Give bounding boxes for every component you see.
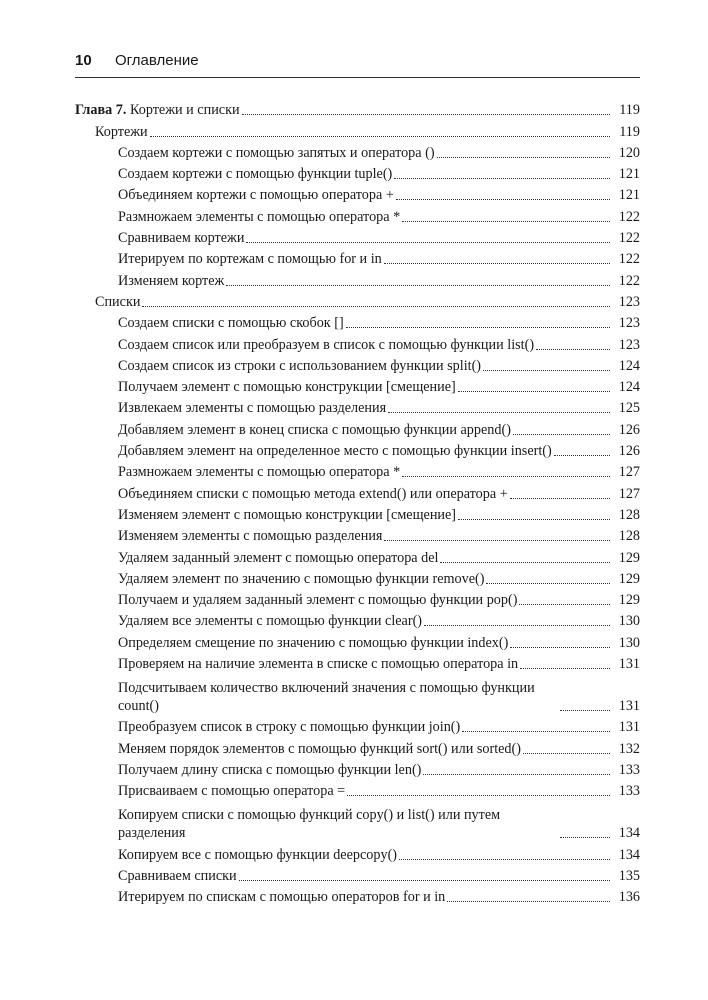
toc-entry-page: 134: [618, 825, 640, 842]
dot-leader: [242, 114, 610, 115]
toc-entry-page: 127: [618, 485, 640, 502]
dot-leader: [226, 285, 610, 286]
dot-leader: [458, 519, 610, 520]
dot-leader: [483, 370, 610, 371]
toc-entry[interactable]: [75, 396, 640, 417]
toc-entry[interactable]: [75, 567, 640, 588]
dot-leader: [396, 199, 610, 200]
toc-entry-page: 129: [618, 570, 640, 587]
toc-entry-page: 130: [618, 613, 640, 630]
dot-leader: [142, 306, 610, 307]
toc-entry[interactable]: [75, 715, 640, 736]
dot-leader: [424, 625, 610, 626]
toc-entry-page: 123: [618, 315, 640, 332]
toc-entry-title: Определяем смещение по значению с помощью функции index(): [118, 634, 509, 651]
toc-entry-title: Создаем кортежи с помощью запятых и оператора (): [118, 144, 435, 161]
toc-entry-page: 126: [618, 421, 640, 438]
toc-entry-page: 133: [618, 761, 640, 778]
dot-leader: [394, 178, 610, 179]
page-header: [75, 52, 640, 74]
toc-entry[interactable]: [75, 736, 640, 757]
toc-entry-page: 124: [618, 379, 640, 396]
toc-entry-page: 130: [618, 634, 640, 651]
toc-section-tuples[interactable]: [75, 119, 640, 140]
toc-entry[interactable]: [75, 779, 640, 800]
dot-leader: [513, 434, 610, 435]
dot-leader: [346, 327, 610, 328]
table-of-contents: [75, 98, 640, 906]
toc-entry-title: Удаляем элемент по значению с помощью функции remove(): [118, 570, 485, 587]
toc-entry-title: Удаляем все элементы с помощью функции clear(): [118, 613, 423, 630]
chapter-title: Кортежи и списки: [129, 102, 240, 119]
toc-entry-title: Итерируем по кортежам с помощью for и in: [118, 251, 382, 268]
toc-entry[interactable]: [75, 885, 640, 906]
dot-leader: [554, 455, 610, 456]
toc-entry[interactable]: [75, 609, 640, 630]
toc-entry-title: Изменяем элемент с помощью конструкции [смещение]: [118, 506, 457, 523]
running-title: Оглавление: [115, 52, 199, 69]
header-rule: [75, 77, 640, 78]
toc-entry-page: 122: [618, 208, 640, 225]
toc-entry-title: Сравниваем кортежи: [118, 230, 245, 247]
toc-entry[interactable]: [75, 226, 640, 247]
toc-entry-title: Добавляем элемент на определенное место с помощью функции insert(): [118, 443, 552, 460]
toc-entry-page: 123: [618, 336, 640, 353]
toc-entry-title: Копируем списки с помощью функций copy() и list() или путем разделения: [118, 807, 501, 842]
toc-entry-page: 126: [618, 443, 640, 460]
toc-entry[interactable]: [75, 162, 640, 183]
toc-entry[interactable]: [75, 311, 640, 332]
toc-entry-title: Меняем порядок элементов с помощью функций sort() или sorted(): [118, 740, 521, 757]
chapter-label: Глава 7.: [75, 102, 127, 119]
toc-entry-page: 128: [618, 528, 640, 545]
toc-entry-title: Создаем список или преобразуем в список с помощью функции list(): [118, 336, 535, 353]
dot-leader: [447, 901, 610, 902]
toc-entry[interactable]: [75, 864, 640, 885]
dot-leader: [510, 647, 610, 648]
dot-leader: [423, 774, 610, 775]
dot-leader: [246, 242, 610, 243]
dot-leader: [536, 349, 610, 350]
toc-entry-title: Проверяем на наличие элемента в списке с помощью оператора in: [118, 656, 519, 673]
toc-entry[interactable]: [75, 524, 640, 545]
toc-entry-page: 131: [618, 719, 640, 736]
dot-leader: [462, 731, 610, 732]
toc-entry[interactable]: [75, 183, 640, 204]
toc-chapter[interactable]: [75, 98, 640, 119]
toc-entry[interactable]: [75, 503, 640, 524]
dot-leader: [384, 540, 610, 541]
dot-leader: [486, 583, 610, 584]
dot-leader: [239, 880, 610, 881]
toc-entry-page: 121: [618, 187, 640, 204]
dot-leader: [458, 391, 610, 392]
toc-entry[interactable]: [75, 439, 640, 460]
toc-entry-page: 122: [618, 272, 640, 289]
toc-entry[interactable]: [75, 141, 640, 162]
chapter-page: 119: [619, 102, 640, 119]
toc-entry-page: 129: [618, 549, 640, 566]
dot-leader: [437, 157, 610, 158]
toc-entry-page: 127: [618, 464, 640, 481]
dot-leader: [402, 476, 610, 477]
toc-entry-title: Создаем списки с помощью скобок []: [118, 315, 344, 332]
toc-entry-page: 125: [618, 400, 640, 417]
dot-leader: [510, 498, 610, 499]
toc-entry-title: Получаем элемент с помощью конструкции [смещение]: [118, 379, 456, 396]
toc-entry-page: 131: [618, 698, 640, 715]
toc-entry[interactable]: [75, 332, 640, 353]
dot-leader: [520, 668, 610, 669]
toc-entry[interactable]: [75, 460, 640, 481]
toc-entry-page: 122: [618, 251, 640, 268]
toc-entry[interactable]: [75, 588, 640, 609]
toc-entry[interactable]: [75, 417, 640, 438]
toc-entry-title: Размножаем элементы с помощью оператора *: [118, 208, 401, 225]
dot-leader: [347, 795, 610, 796]
toc-entry[interactable]: [75, 354, 640, 375]
toc-entry-title: Извлекаем элементы с помощью разделения: [118, 400, 387, 417]
toc-entry-title: Сравниваем списки: [118, 867, 237, 884]
toc-entry-page: 123: [618, 293, 640, 310]
toc-entry-title: Изменяем кортеж: [118, 272, 225, 289]
toc-entry-page: 131: [618, 656, 640, 673]
toc-entry-page: 121: [618, 166, 640, 183]
toc-entry[interactable]: [75, 800, 640, 842]
dot-leader: [150, 136, 610, 137]
toc-entry-title: Кортежи: [95, 123, 148, 140]
toc-section-lists[interactable]: [75, 290, 640, 311]
toc-entry-title: Подсчитываем количество включений значения с помощью функции count(): [118, 680, 535, 715]
toc-entry-title: Получаем длину списка с помощью функции len(): [118, 761, 422, 778]
toc-entry-title: Создаем список из строки с использованием функции split(): [118, 357, 482, 374]
toc-entry[interactable]: [75, 545, 640, 566]
toc-entry[interactable]: [75, 758, 640, 779]
toc-entry[interactable]: [75, 375, 640, 396]
toc-entry[interactable]: [75, 842, 640, 863]
toc-entry[interactable]: [75, 481, 640, 502]
toc-entry-page: 134: [618, 846, 640, 863]
toc-entry-title: Преобразуем список в строку с помощью функции join(): [118, 719, 461, 736]
toc-entry-title: Списки: [95, 293, 141, 310]
dot-leader: [519, 604, 610, 605]
toc-entry-page: 133: [618, 783, 640, 800]
toc-entry-page: 120: [618, 144, 640, 161]
toc-entry[interactable]: [75, 204, 640, 225]
toc-entry-page: 122: [618, 230, 640, 247]
toc-entry-title: Размножаем элементы с помощью оператора *: [118, 464, 401, 481]
toc-entry-title: Копируем все с помощью функции deepcopy(): [118, 846, 398, 863]
toc-entry-title: Итерируем по спискам с помощью операторов for и in: [118, 889, 446, 906]
dot-leader: [523, 753, 610, 754]
dot-leader: [402, 221, 610, 222]
toc-entry-title: Удаляем заданный элемент с помощью оператора del: [118, 549, 439, 566]
dot-leader: [440, 562, 610, 563]
toc-entry-title: Получаем и удаляем заданный элемент с помощью функции pop(): [118, 592, 518, 609]
toc-entry-title: Изменяем элементы с помощью разделения: [118, 528, 383, 545]
toc-entry[interactable]: [75, 268, 640, 289]
toc-entry-page: 124: [618, 357, 640, 374]
toc-entry-title: Объединяем списки с помощью метода extend() или оператора +: [118, 485, 508, 502]
toc-entry-title: Объединяем кортежи с помощью оператора +: [118, 187, 394, 204]
dot-leader: [560, 837, 610, 838]
toc-entry-title: Создаем кортежи с помощью функции tuple(): [118, 166, 393, 183]
toc-entry[interactable]: [75, 630, 640, 651]
toc-entry-page: 129: [618, 592, 640, 609]
dot-leader: [399, 859, 610, 860]
toc-entry-page: 132: [618, 740, 640, 757]
dot-leader: [388, 412, 610, 413]
toc-entry[interactable]: [75, 247, 640, 268]
toc-entry-page: 128: [618, 506, 640, 523]
page-number: 10: [75, 52, 92, 69]
toc-entry-page: 136: [618, 889, 640, 906]
dot-leader: [384, 263, 610, 264]
toc-entry[interactable]: [75, 673, 640, 715]
toc-entry-title: Добавляем элемент в конец списка с помощью функции append(): [118, 421, 511, 438]
toc-entry-page: 119: [619, 123, 640, 140]
dot-leader: [560, 710, 610, 711]
toc-entry-title: Присваиваем с помощью оператора =: [118, 783, 346, 800]
toc-entry-page: 135: [618, 867, 640, 884]
toc-entry[interactable]: [75, 652, 640, 673]
